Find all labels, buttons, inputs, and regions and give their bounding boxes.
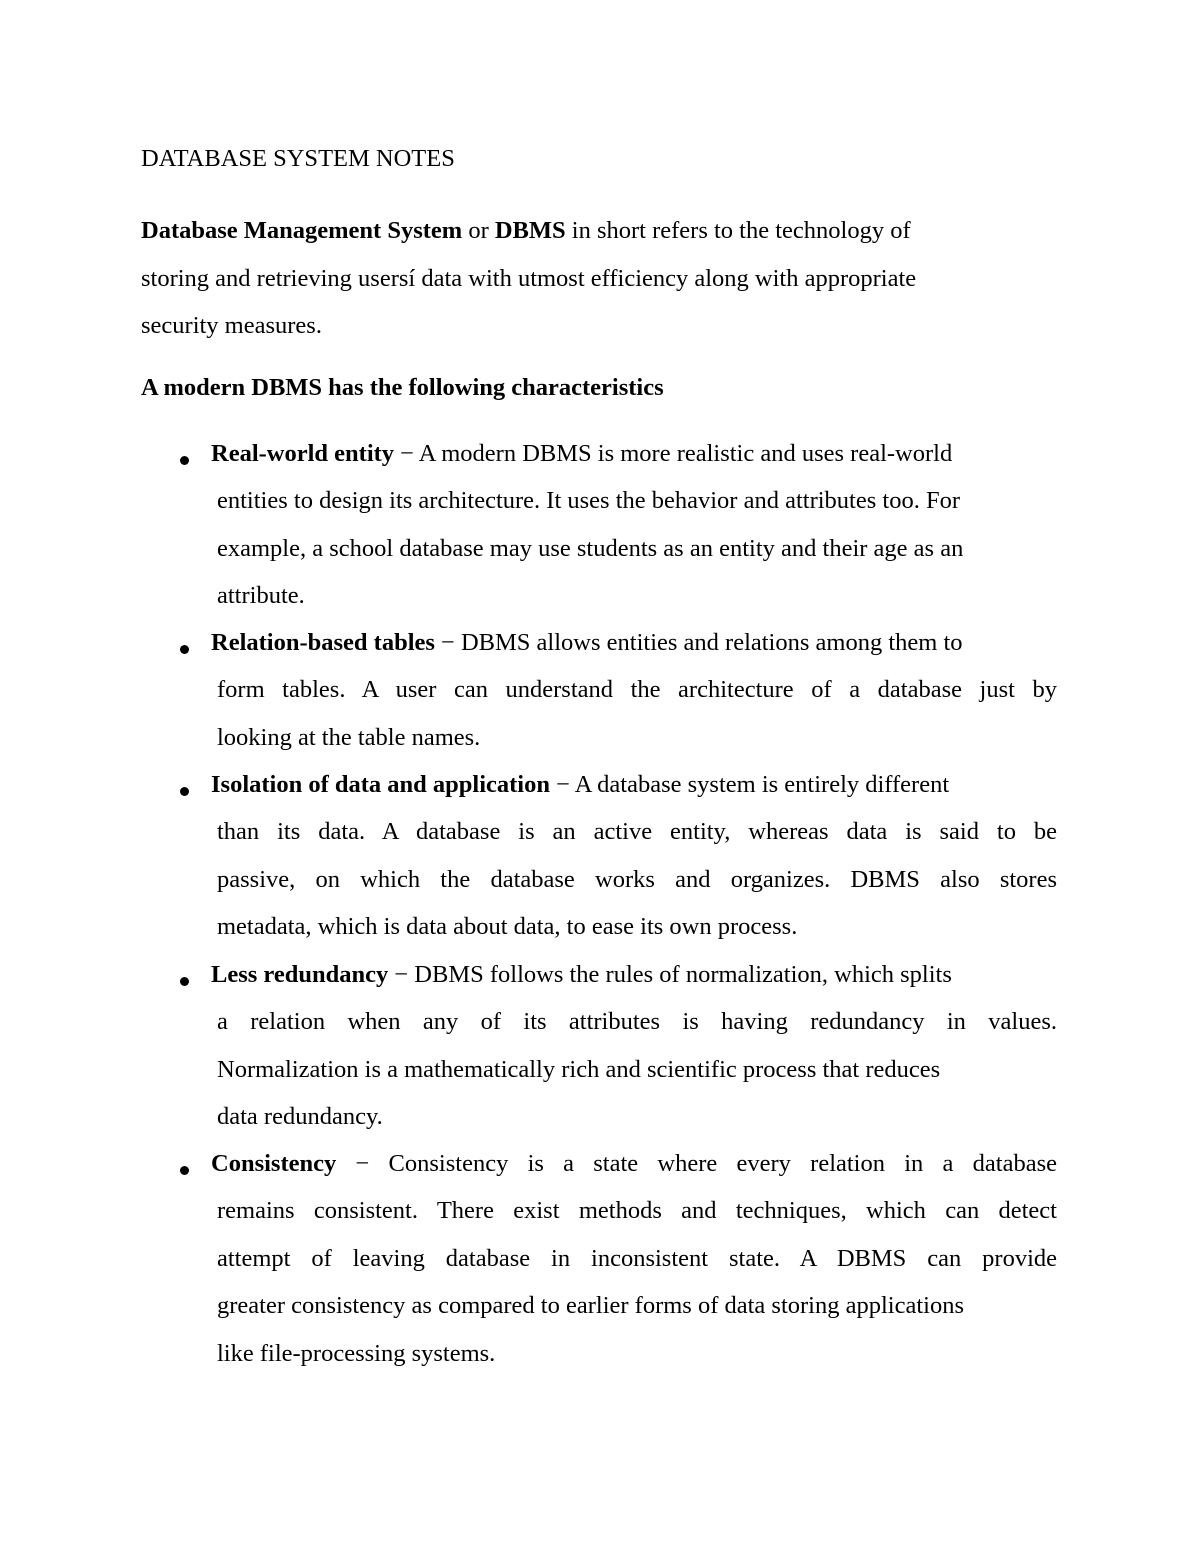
item-continuation-line: remains consistent. There exist methods and techniques, which can detect <box>217 1197 1057 1224</box>
intro-line-2: storing and retrieving usersí data with utmost efficiency along with appropriate <box>141 264 917 292</box>
intro-line-3: security measures. <box>141 312 322 339</box>
item-first-line <box>211 1148 1057 1180</box>
intro-abbr: DBMS <box>494 217 566 244</box>
item-first-rest: − A database system is entirely different <box>550 771 950 798</box>
item-continuation-line: metadata, which is data about data, to ease its own process. <box>217 913 798 940</box>
item-first-line <box>211 438 952 470</box>
item-continuation-line: passive, on which the database works and organizes. DBMS also stores <box>217 866 1057 893</box>
item-term: Real-world entity <box>211 440 395 467</box>
item-term: Less redundancy <box>211 961 389 988</box>
item-continuation-line: attribute. <box>217 582 305 609</box>
bullet-icon <box>180 645 189 654</box>
item-continuation-line: entities to design its architecture. It uses the behavior and attributes too. For <box>217 487 960 514</box>
bullet-icon <box>180 787 189 796</box>
bullet-icon <box>180 977 189 986</box>
item-term: Relation-based tables <box>211 629 435 656</box>
item-term: Consistency <box>211 1150 337 1177</box>
item-continuation-line: like file-processing systems. <box>217 1340 496 1367</box>
item-first-rest: − Consistency is a state where every relation in a database <box>355 1150 1057 1177</box>
document-title: DATABASE SYSTEM NOTES <box>141 145 455 172</box>
item-continuation-line: than its data. A database is an active entity, whereas data is said to be <box>217 818 1057 845</box>
intro-line-1-rest: in short refers to the technology of <box>565 217 911 244</box>
item-continuation-line: form tables. A user can understand the architecture of a database just by <box>217 676 1057 703</box>
item-continuation-line: looking at the table names. <box>217 724 481 751</box>
item-continuation-line: Normalization is a mathematically rich and scientific process that reduces <box>217 1056 941 1083</box>
intro-line-1 <box>141 207 1021 255</box>
item-continuation-line: greater consistency as compared to earlier forms of data storing applications <box>217 1292 964 1319</box>
item-continuation-line: attempt of leaving database in inconsistent state. A DBMS can provide <box>217 1245 1057 1272</box>
item-term: Isolation of data and application <box>211 771 550 798</box>
item-first-line <box>211 959 952 991</box>
item-continuation-line: data redundancy. <box>217 1103 383 1130</box>
bullet-icon <box>180 456 189 465</box>
intro-connector: or <box>462 217 495 244</box>
item-continuation-line: example, a school database may use students as an entity and their age as an <box>217 535 964 562</box>
intro-paragraph <box>141 207 1021 350</box>
item-first-rest: − DBMS follows the rules of normalization, which splits <box>388 961 952 988</box>
item-first-line <box>211 769 949 801</box>
bullet-icon <box>180 1166 189 1175</box>
intro-term: Database Management System <box>141 217 463 244</box>
characteristics-heading: A modern DBMS has the following characteristics <box>141 374 664 401</box>
item-first-rest: − A modern DBMS is more realistic and uses real-world <box>394 440 953 467</box>
item-continuation-line: a relation when any of its attributes is having redundancy in values. <box>217 1008 1057 1035</box>
item-first-line <box>211 627 963 659</box>
item-first-rest: − DBMS allows entities and relations among them to <box>434 629 963 656</box>
